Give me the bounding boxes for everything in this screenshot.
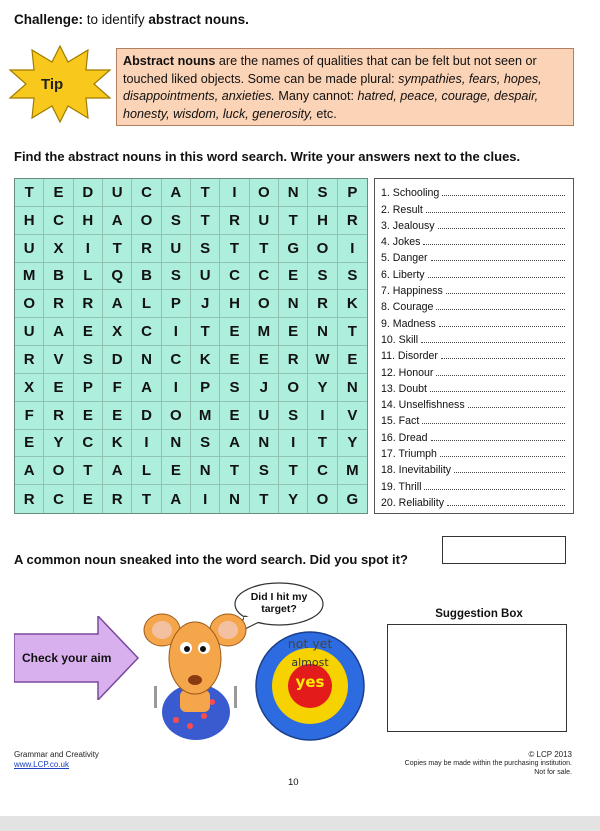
- grid-cell: A: [44, 318, 73, 346]
- clue-item: [381, 183, 573, 199]
- answer-line[interactable]: [430, 391, 565, 392]
- grid-cell: N: [191, 457, 220, 485]
- grid-cell: V: [44, 346, 73, 374]
- grid-cell: T: [279, 207, 308, 235]
- grid-cell: I: [220, 179, 249, 207]
- grid-cell: C: [250, 263, 279, 291]
- grid-cell: U: [15, 235, 44, 263]
- grid-cell: U: [250, 402, 279, 430]
- answer-line[interactable]: [431, 260, 565, 261]
- grid-cell: L: [74, 263, 103, 291]
- clue-item: [381, 232, 573, 248]
- grid-cell: C: [162, 346, 191, 374]
- grid-cell: T: [191, 179, 220, 207]
- grid-cell: E: [44, 179, 73, 207]
- grid-cell: N: [308, 318, 337, 346]
- answer-line[interactable]: [436, 375, 565, 376]
- clue-label: 16. Dread: [381, 431, 428, 444]
- tip-text-1: are the names of qualities that can be felt but not seen or touched liked objects. Some can be made plural:: [123, 54, 537, 86]
- bottom-band: [0, 816, 600, 831]
- grid-cell: H: [308, 207, 337, 235]
- clue-item: [381, 444, 573, 460]
- grid-cell: I: [338, 235, 367, 263]
- grid-cell: E: [15, 430, 44, 458]
- clue-label: 18. Inevitability: [381, 464, 452, 477]
- grid-cell: Q: [103, 263, 132, 291]
- grid-cell: E: [338, 346, 367, 374]
- grid-cell: P: [162, 290, 191, 318]
- grid-cell: O: [162, 402, 191, 430]
- answer-line[interactable]: [442, 195, 565, 196]
- clue-label: 7. Happiness: [381, 285, 443, 298]
- grid-cell: R: [132, 235, 161, 263]
- grid-cell: T: [250, 485, 279, 513]
- clue-item: [381, 427, 573, 443]
- grid-cell: P: [338, 179, 367, 207]
- grid-cell: R: [44, 402, 73, 430]
- grid-cell: E: [250, 346, 279, 374]
- answer-line[interactable]: [440, 456, 565, 457]
- grid-cell: N: [220, 485, 249, 513]
- clue-label: 17. Triumph: [381, 448, 437, 461]
- grid-cell: S: [279, 402, 308, 430]
- grid-cell: N: [279, 179, 308, 207]
- grid-cell: M: [338, 457, 367, 485]
- clue-label: 14. Unselfishness: [381, 399, 465, 412]
- clue-label: 6. Liberty: [381, 268, 425, 281]
- answer-line[interactable]: [439, 326, 565, 327]
- clue-label: 2. Result: [381, 203, 423, 216]
- answer-line[interactable]: [468, 407, 565, 408]
- grid-cell: O: [132, 207, 161, 235]
- footer-link[interactable]: www.LCP.co.uk: [14, 760, 69, 769]
- tip-text-3: etc.: [312, 106, 337, 121]
- common-noun-question: A common noun sneaked into the word search. Did you spot it?: [14, 552, 408, 567]
- grid-cell: A: [103, 207, 132, 235]
- grid-cell: T: [132, 485, 161, 513]
- grid-cell: Y: [44, 430, 73, 458]
- grid-cell: A: [15, 457, 44, 485]
- clue-label: 13. Doubt: [381, 382, 427, 395]
- grid-cell: K: [191, 346, 220, 374]
- clue-label: 15. Fact: [381, 415, 420, 428]
- grid-cell: O: [279, 374, 308, 402]
- grid-cell: O: [250, 290, 279, 318]
- grid-cell: R: [279, 346, 308, 374]
- grid-cell: C: [220, 263, 249, 291]
- grid-cell: E: [220, 318, 249, 346]
- grid-cell: A: [162, 485, 191, 513]
- clue-label: 4. Jokes: [381, 236, 421, 249]
- grid-cell: I: [162, 318, 191, 346]
- answer-line[interactable]: [426, 212, 565, 213]
- grid-cell: T: [279, 457, 308, 485]
- grid-cell: S: [338, 263, 367, 291]
- clue-label: 12. Honour: [381, 366, 434, 379]
- footer-sale-note: Not for sale.: [534, 769, 572, 776]
- grid-cell: P: [191, 374, 220, 402]
- grid-cell: E: [74, 402, 103, 430]
- answer-line[interactable]: [438, 228, 565, 229]
- answer-line[interactable]: [441, 358, 565, 359]
- grid-cell: E: [220, 346, 249, 374]
- grid-cell: S: [191, 430, 220, 458]
- grid-cell: W: [308, 346, 337, 374]
- answer-line[interactable]: [436, 309, 565, 310]
- answer-line[interactable]: [422, 423, 565, 424]
- clue-label: 11. Disorder: [381, 350, 438, 363]
- grid-cell: R: [103, 485, 132, 513]
- grid-cell: Y: [308, 374, 337, 402]
- clue-label: 3. Jealousy: [381, 219, 435, 232]
- grid-cell: A: [162, 179, 191, 207]
- grid-cell: T: [74, 457, 103, 485]
- clue-item: [381, 493, 573, 509]
- grid-cell: D: [74, 179, 103, 207]
- grid-cell: C: [74, 430, 103, 458]
- grid-cell: I: [132, 430, 161, 458]
- answer-line[interactable]: [447, 505, 565, 506]
- tip-text-2: Many cannot:: [274, 89, 358, 104]
- footer-copy-note: Copies may be made within the purchasing institution.: [404, 760, 572, 767]
- grid-cell: R: [15, 346, 44, 374]
- page-number: 10: [288, 777, 299, 788]
- mouse-mascot-icon: [140, 608, 250, 740]
- grid-cell: S: [308, 179, 337, 207]
- grid-cell: N: [132, 346, 161, 374]
- grid-cell: B: [132, 263, 161, 291]
- clue-item: [381, 248, 573, 264]
- grid-cell: R: [220, 207, 249, 235]
- challenge-heading: [14, 12, 249, 27]
- challenge-text: to identify: [86, 12, 145, 27]
- clue-label: 1. Schooling: [381, 187, 440, 200]
- grid-cell: U: [103, 179, 132, 207]
- grid-cell: U: [15, 318, 44, 346]
- grid-cell: F: [103, 374, 132, 402]
- clue-label: 9. Madness: [381, 317, 436, 330]
- clue-item: [381, 346, 573, 362]
- tip-bold-lead: Abstract nouns: [123, 54, 216, 68]
- grid-cell: R: [15, 485, 44, 513]
- grid-cell: X: [15, 374, 44, 402]
- grid-cell: N: [162, 430, 191, 458]
- grid-cell: T: [103, 235, 132, 263]
- grid-cell: K: [338, 290, 367, 318]
- grid-cell: O: [308, 485, 337, 513]
- grid-cell: K: [103, 430, 132, 458]
- clue-item: [381, 264, 573, 280]
- grid-cell: O: [15, 290, 44, 318]
- grid-cell: T: [220, 457, 249, 485]
- grid-cell: A: [220, 430, 249, 458]
- grid-cell: E: [44, 374, 73, 402]
- grid-cell: M: [191, 402, 220, 430]
- clue-label: 10. Skill: [381, 333, 419, 346]
- grid-cell: X: [44, 235, 73, 263]
- grid-cell: E: [74, 318, 103, 346]
- grid-cell: I: [162, 374, 191, 402]
- grid-cell: C: [44, 207, 73, 235]
- grid-cell: N: [279, 290, 308, 318]
- tip-examples-singular: hatred, peace, courage, despair, honesty, wisdom, luck, generosity,: [123, 89, 539, 121]
- tip-examples-plural: sympathies, fears, hopes, disappointments, anxieties.: [123, 71, 542, 104]
- grid-cell: D: [132, 402, 161, 430]
- clue-item: [381, 411, 573, 427]
- clue-list: [374, 178, 574, 514]
- grid-cell: S: [220, 374, 249, 402]
- clue-item: [381, 281, 573, 297]
- grid-cell: R: [308, 290, 337, 318]
- grid-cell: O: [250, 179, 279, 207]
- clue-item: [381, 313, 573, 329]
- grid-cell: T: [191, 207, 220, 235]
- grid-cell: T: [308, 430, 337, 458]
- target-outer-label: not yet: [287, 636, 333, 651]
- grid-cell: H: [220, 290, 249, 318]
- grid-cell: M: [15, 263, 44, 291]
- target-middle-label: almost: [291, 656, 329, 669]
- grid-cell: C: [308, 457, 337, 485]
- grid-cell: T: [191, 318, 220, 346]
- grid-cell: V: [338, 402, 367, 430]
- grid-cell: O: [308, 235, 337, 263]
- grid-cell: E: [162, 457, 191, 485]
- grid-cell: I: [308, 402, 337, 430]
- grid-cell: S: [250, 457, 279, 485]
- grid-cell: Y: [338, 430, 367, 458]
- clue-label: 8. Courage: [381, 301, 434, 314]
- answer-line[interactable]: [424, 489, 565, 490]
- common-noun-answer-box[interactable]: [442, 536, 566, 564]
- grid-cell: S: [74, 346, 103, 374]
- grid-cell: E: [103, 402, 132, 430]
- speech-text: Did I hit my target?: [250, 591, 308, 615]
- grid-cell: C: [132, 179, 161, 207]
- grid-cell: J: [250, 374, 279, 402]
- target-inner-label: yes: [295, 673, 325, 691]
- grid-cell: R: [44, 290, 73, 318]
- grid-cell: S: [162, 263, 191, 291]
- grid-cell: E: [220, 402, 249, 430]
- grid-cell: H: [15, 207, 44, 235]
- footer-title: Grammar and Creativity: [14, 750, 99, 759]
- clue-item: [381, 330, 573, 346]
- grid-cell: G: [279, 235, 308, 263]
- grid-cell: X: [103, 318, 132, 346]
- answer-line[interactable]: [421, 342, 565, 343]
- answer-line[interactable]: [428, 277, 565, 278]
- grid-cell: U: [191, 263, 220, 291]
- grid-cell: S: [191, 235, 220, 263]
- challenge-target: abstract nouns.: [148, 12, 249, 27]
- grid-cell: I: [74, 235, 103, 263]
- grid-cell: A: [103, 457, 132, 485]
- clue-item: [381, 379, 573, 395]
- suggestion-box[interactable]: [387, 624, 567, 732]
- grid-cell: E: [74, 485, 103, 513]
- grid-cell: D: [103, 346, 132, 374]
- answer-line[interactable]: [454, 472, 565, 473]
- clue-item: [381, 199, 573, 215]
- grid-cell: I: [279, 430, 308, 458]
- clue-item: [381, 362, 573, 378]
- clue-item: [381, 460, 573, 476]
- grid-cell: A: [132, 374, 161, 402]
- tip-box: [116, 48, 574, 126]
- check-aim-label: Check your aim: [22, 651, 112, 665]
- clue-item: [381, 476, 573, 492]
- grid-cell: N: [338, 374, 367, 402]
- grid-cell: S: [308, 263, 337, 291]
- footer-copyright: © LCP 2013: [528, 750, 572, 759]
- grid-cell: S: [162, 207, 191, 235]
- clue-item: [381, 216, 573, 232]
- grid-cell: E: [279, 263, 308, 291]
- challenge-label: Challenge:: [14, 12, 84, 27]
- grid-cell: T: [220, 235, 249, 263]
- grid-cell: R: [338, 207, 367, 235]
- clue-item: [381, 297, 573, 313]
- grid-cell: C: [132, 318, 161, 346]
- grid-cell: A: [103, 290, 132, 318]
- grid-cell: L: [132, 457, 161, 485]
- grid-cell: O: [44, 457, 73, 485]
- answer-line[interactable]: [446, 293, 565, 294]
- grid-cell: T: [338, 318, 367, 346]
- grid-cell: I: [191, 485, 220, 513]
- grid-cell: E: [279, 318, 308, 346]
- grid-cell: B: [44, 263, 73, 291]
- grid-cell: G: [346, 490, 359, 508]
- clue-item: [381, 395, 573, 411]
- grid-cell: N: [250, 430, 279, 458]
- suggestion-box-label: Suggestion Box: [435, 608, 523, 620]
- grid-cell: T: [15, 179, 44, 207]
- clue-label: 19. Thrill: [381, 480, 422, 493]
- tip-label: Tip: [41, 76, 64, 93]
- clue-label: 20. Reliability: [381, 496, 445, 509]
- grid-cell: R: [74, 290, 103, 318]
- answer-line[interactable]: [431, 440, 565, 441]
- grid-cell: U: [162, 235, 191, 263]
- grid-cell: L: [132, 290, 161, 318]
- instruction-text: Find the abstract nouns in this word search. Write your answers next to the clues.: [14, 149, 521, 164]
- answer-line[interactable]: [423, 244, 565, 245]
- grid-cell: Y: [279, 485, 308, 513]
- grid-cell: M: [250, 318, 279, 346]
- grid-cell: H: [74, 207, 103, 235]
- grid-cell: C: [44, 485, 73, 513]
- grid-cell: T: [250, 235, 279, 263]
- clue-label: 5. Danger: [381, 252, 428, 265]
- grid-cell: J: [191, 290, 220, 318]
- grid-cell: U: [250, 207, 279, 235]
- grid-cell: F: [15, 402, 44, 430]
- grid-cell: P: [74, 374, 103, 402]
- word-search-grid: [14, 178, 368, 514]
